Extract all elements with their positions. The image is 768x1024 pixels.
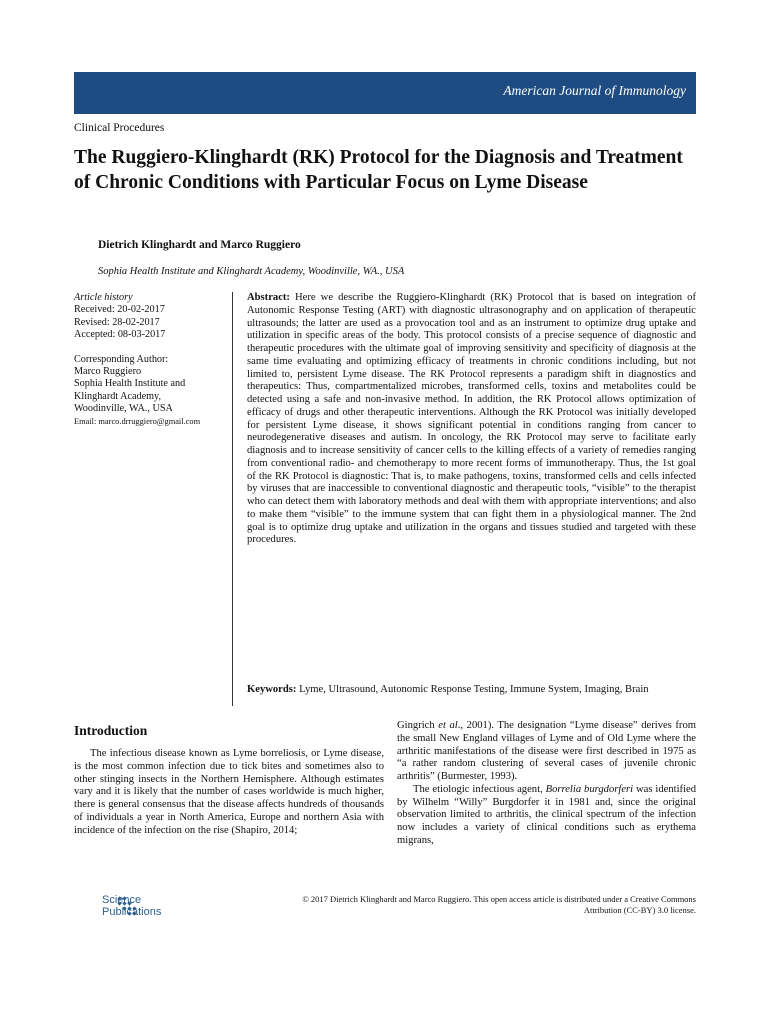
text-run: was identified by Wilhelm “Willy” Burgdorfer it in 1981 and, since the original observation limited to arthritis, the clinical spectrum of the infection now includes a variety of clinical conditions such as erythema migrans, [397, 783, 697, 846]
text-run: Gingrich [397, 720, 439, 731]
text-run-italic: Borrelia burgdorferi [545, 783, 634, 795]
keywords-text: Lyme, Ultrasound, Autonomic Response Testing, Immune System, Imaging, Brain [299, 684, 649, 695]
abstract [247, 292, 696, 547]
journal-header-band [74, 72, 696, 114]
vertical-divider [232, 292, 233, 706]
publisher-name [102, 894, 161, 918]
publisher-line: Publications [102, 906, 162, 918]
publisher-line: Science [102, 894, 142, 906]
copyright-line: © 2017 Dietrich Klinghardt and Marco Ruggiero. This open access article is distributed under a Creative Commons [302, 894, 696, 904]
intro-column-right [397, 720, 696, 848]
copyright-notice [250, 894, 696, 915]
text-run-italic: et al [438, 720, 458, 731]
text-run: ., 2001). The designation “Lyme disease” derives from the small New England villages of Lyme and of Old Lyme where the arthritic manifestations of the disease were first described in 1975 as “a rather random clustering of several cases of juvenile chronic arthritis” (Burmester, 1993). [397, 720, 696, 782]
corresponding-author-name: Marco Ruggiero [74, 366, 142, 378]
affiliation: Sophia Health Institute and Klinghardt Academy, Woodinville, WA., USA [98, 266, 405, 277]
section-label: Clinical Procedures [74, 122, 165, 134]
copyright-line: Attribution (CC-BY) 3.0 license. [583, 904, 696, 915]
authors: Dietrich Klinghardt and Marco Ruggiero [98, 239, 301, 251]
corresponding-email[interactable]: Email: marco.drruggiero@gmail.com [74, 416, 201, 426]
accepted-date: Accepted: 08-03-2017 [74, 329, 166, 341]
intro-paragraph-right-2 [397, 784, 696, 848]
keywords-label: Keywords: [247, 684, 297, 695]
article-info-sidebar [74, 292, 226, 428]
journal-name: American Journal of Immunology [503, 83, 686, 98]
article-title: The Ruggiero-Klinghardt (RK) Protocol for the Diagnosis and Treatment of Chronic Conditions with Particular Focus on Lyme Disease [74, 147, 683, 193]
text-run: The etiologic infectious agent, [413, 783, 546, 795]
revised-date: Revised: 28-02-2017 [74, 316, 160, 328]
intro-paragraph-left: The infectious disease known as Lyme borreliosis, or Lyme disease, is the most common infection due to tick bites and sometimes also to other stinging insects in the Northern Hemisphere. Although estimates vary and it is likely that the number of cases worldwide is much higher, there is general consensus that the disease affects hundreds of thousands of individuals a year in North America, Europe and northern Asia with incidence of the infection on the rise (Shapiro, 2014; [74, 748, 384, 836]
received-date: Received: 20-02-2017 [74, 304, 165, 316]
abstract-text: Here we describe the Ruggiero-Klinghardt (RK) Protocol that is based on integration of Autonomic Response Testing (ART) with diagnostic ultrasonography and on application of therapeutic ultrasounds; the latter are used as a provocation tool and as an instrument to optimize drug uptake and utilization in specific areas of the body. This protocol consists of a precise sequence of diagnostic and therapeutic procedures with the ultimate goal of improving sensitivity and specificity of diagnosis at the same time evaluating and optimizing efficacy of treatments in chronic conditions including, but not limited to, persistent Lyme disease. The RK Protocol represents a paradigm shift in diagnostics and therapeutics: Thus, compartmentalized microbes, transformed cells, toxins and metabolites could be detected using a safe and non-invasive method. In addition, the RK Protocol allows optimization of efficacy of drugs and other therapeutic interventions. Although the RK Protocol was initially developed for persistent Lyme disease, it shows significant potential in conditions ranging from cancer to neurodegenerative diseases and autism. In oncology, the RK Protocol may serve to facilitate early diagnosis and to increase sensitivity of cancer cells to the killing effects of a variety of remedies ranging from conventional radio- and chemotherapy to more recent forms of immunotherapy. Thus, the 1st goal of the RK Protocol is diagnostic: That is, to make pathogens, toxins, transformed cells and cells infected by viruses that are inaccessible to conventional diagnostic and therapeutic tools, “visible” to the therapist who can detect them with laboratory methods and deal with them with appropriate interventions; and also to make them “visible” to the immune system that can fight them in a physiological manner. The 2nd goal is to optimize drug uptake and utilization in the organs and tissues studied and targeted with these procedures. [247, 292, 696, 546]
corresponding-affiliation-line: Woodinville, WA., USA [74, 403, 173, 415]
corresponding-affiliation-line: Klinghardt Academy, [74, 390, 162, 402]
corresponding-affiliation-line: Sophia Health Institute and [74, 378, 186, 390]
introduction-heading: Introduction [74, 723, 148, 738]
keywords [247, 683, 696, 696]
intro-paragraph-right-1 [397, 720, 696, 784]
corresponding-author-label: Corresponding Author: [74, 353, 169, 365]
abstract-label: Abstract: [247, 292, 290, 303]
article-history-label: Article history [74, 292, 133, 303]
